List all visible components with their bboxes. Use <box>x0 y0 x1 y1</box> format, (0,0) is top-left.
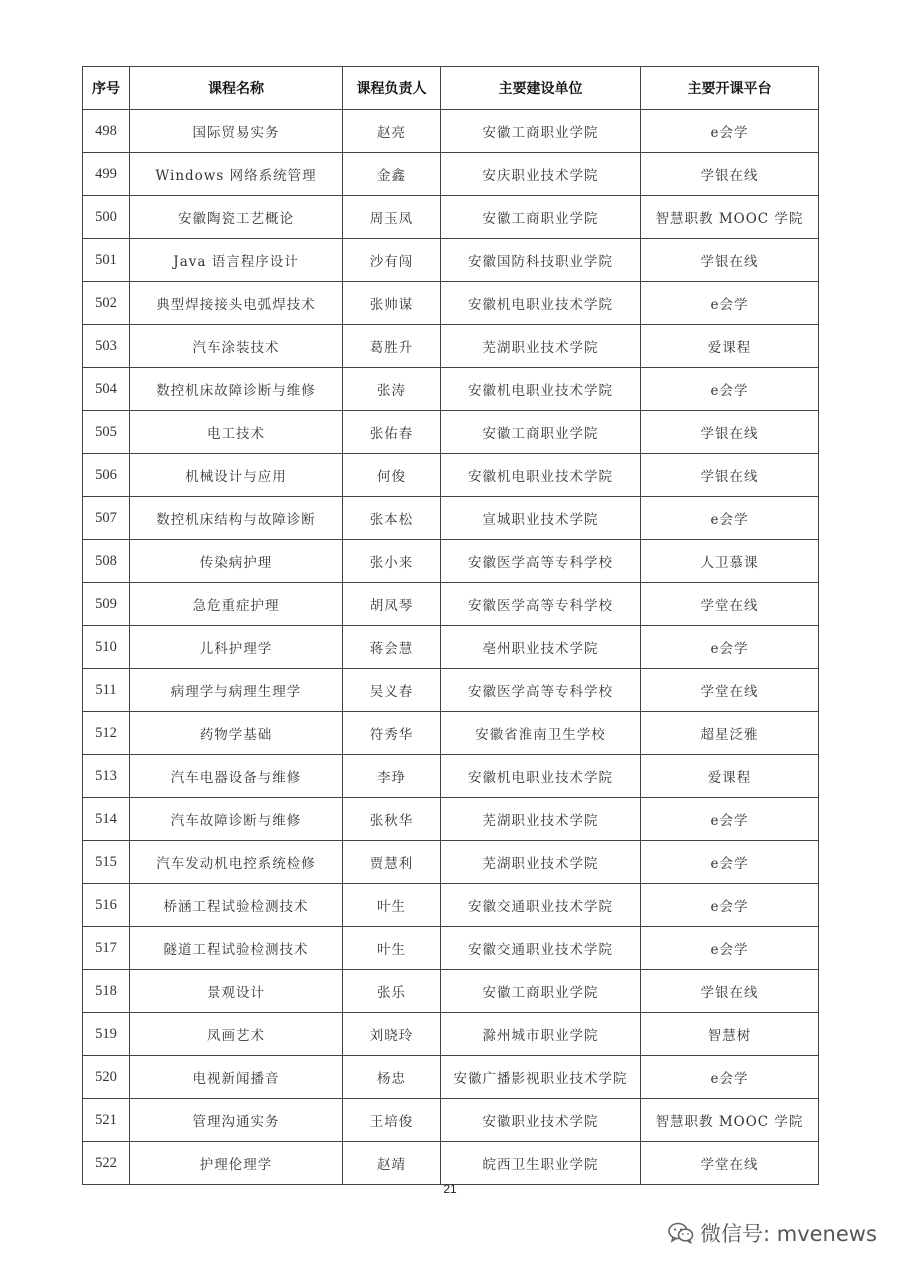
table-row <box>83 368 819 411</box>
cell-institution: 芜湖职业技术学院 <box>441 798 641 841</box>
cell-course-leader: 张小来 <box>343 540 441 583</box>
cell-course-name: 汽车故障诊断与维修 <box>130 798 343 841</box>
cell-index: 506 <box>83 454 130 497</box>
cell-institution: 安徽机电职业技术学院 <box>441 282 641 325</box>
cell-index: 516 <box>83 884 130 927</box>
table-row <box>83 153 819 196</box>
cell-course-leader: 叶生 <box>343 927 441 970</box>
cell-institution: 安徽工商职业学院 <box>441 110 641 153</box>
cell-index: 500 <box>83 196 130 239</box>
cell-index: 509 <box>83 583 130 626</box>
cell-course-leader: 张佑春 <box>343 411 441 454</box>
cell-index: 515 <box>83 841 130 884</box>
cell-index: 502 <box>83 282 130 325</box>
cell-institution: 安徽省淮南卫生学校 <box>441 712 641 755</box>
cell-course-name: 电视新闻播音 <box>130 1056 343 1099</box>
table-header-row <box>83 67 819 110</box>
cell-institution: 安徽机电职业技术学院 <box>441 368 641 411</box>
cell-platform: e会学 <box>641 927 819 970</box>
cell-course-name: 安徽陶瓷工艺概论 <box>130 196 343 239</box>
cell-index: 499 <box>83 153 130 196</box>
cell-platform: e会学 <box>641 497 819 540</box>
cell-platform: e会学 <box>641 282 819 325</box>
table-row <box>83 1013 819 1056</box>
cell-institution: 亳州职业技术学院 <box>441 626 641 669</box>
header-institution: 主要建设单位 <box>441 67 641 110</box>
cell-course-leader: 蒋会慧 <box>343 626 441 669</box>
cell-course-leader: 何俊 <box>343 454 441 497</box>
cell-course-name: 护理伦理学 <box>130 1142 343 1185</box>
cell-platform: 智慧树 <box>641 1013 819 1056</box>
cell-index: 521 <box>83 1099 130 1142</box>
cell-platform: 学银在线 <box>641 239 819 282</box>
cell-course-name: 景观设计 <box>130 970 343 1013</box>
cell-platform: e会学 <box>641 368 819 411</box>
table-row <box>83 712 819 755</box>
header-platform: 主要开课平台 <box>641 67 819 110</box>
cell-course-name: 病理学与病理生理学 <box>130 669 343 712</box>
cell-institution: 宣城职业技术学院 <box>441 497 641 540</box>
cell-course-leader: 沙有闯 <box>343 239 441 282</box>
cell-institution: 皖西卫生职业学院 <box>441 1142 641 1185</box>
page-number: 21 <box>443 1182 457 1196</box>
cell-course-name: 管理沟通实务 <box>130 1099 343 1142</box>
header-index: 序号 <box>83 67 130 110</box>
cell-index: 519 <box>83 1013 130 1056</box>
table-row <box>83 927 819 970</box>
cell-course-leader: 金鑫 <box>343 153 441 196</box>
cell-course-leader: 赵靖 <box>343 1142 441 1185</box>
cell-index: 507 <box>83 497 130 540</box>
cell-platform: e会学 <box>641 110 819 153</box>
cell-course-name: 汽车涂装技术 <box>130 325 343 368</box>
cell-institution: 安徽医学高等专科学校 <box>441 669 641 712</box>
cell-course-name: 桥涵工程试验检测技术 <box>130 884 343 927</box>
cell-index: 498 <box>83 110 130 153</box>
table-row <box>83 196 819 239</box>
cell-course-name: 儿科护理学 <box>130 626 343 669</box>
cell-institution: 安徽工商职业学院 <box>441 196 641 239</box>
cell-institution: 安庆职业技术学院 <box>441 153 641 196</box>
header-course-name: 课程名称 <box>130 67 343 110</box>
cell-course-name: 汽车电器设备与维修 <box>130 755 343 798</box>
cell-course-name: 传染病护理 <box>130 540 343 583</box>
table-row <box>83 841 819 884</box>
cell-platform: e会学 <box>641 798 819 841</box>
cell-course-name: 凤画艺术 <box>130 1013 343 1056</box>
cell-institution: 安徽工商职业学院 <box>441 970 641 1013</box>
table-row <box>83 970 819 1013</box>
cell-course-name: Java 语言程序设计 <box>130 239 343 282</box>
cell-course-leader: 杨忠 <box>343 1056 441 1099</box>
cell-index: 518 <box>83 970 130 1013</box>
cell-platform: 爱课程 <box>641 325 819 368</box>
cell-index: 520 <box>83 1056 130 1099</box>
table-row <box>83 239 819 282</box>
cell-platform: 学堂在线 <box>641 1142 819 1185</box>
cell-index: 504 <box>83 368 130 411</box>
table-row <box>83 110 819 153</box>
cell-course-leader: 张秋华 <box>343 798 441 841</box>
cell-institution: 安徽医学高等专科学校 <box>441 540 641 583</box>
cell-course-name: 数控机床故障诊断与维修 <box>130 368 343 411</box>
cell-platform: e会学 <box>641 884 819 927</box>
cell-institution: 安徽医学高等专科学校 <box>441 583 641 626</box>
cell-platform: e会学 <box>641 841 819 884</box>
cell-platform: 学银在线 <box>641 411 819 454</box>
cell-course-leader: 叶生 <box>343 884 441 927</box>
cell-platform: e会学 <box>641 626 819 669</box>
cell-course-leader: 王培俊 <box>343 1099 441 1142</box>
cell-institution: 安徽交通职业技术学院 <box>441 884 641 927</box>
cell-platform: 学堂在线 <box>641 669 819 712</box>
cell-course-leader: 刘晓玲 <box>343 1013 441 1056</box>
wechat-icon <box>668 1222 694 1244</box>
cell-platform: e会学 <box>641 1056 819 1099</box>
cell-institution: 芜湖职业技术学院 <box>441 325 641 368</box>
table-row <box>83 798 819 841</box>
cell-index: 517 <box>83 927 130 970</box>
cell-course-leader: 吴义春 <box>343 669 441 712</box>
cell-course-name: 隧道工程试验检测技术 <box>130 927 343 970</box>
cell-index: 513 <box>83 755 130 798</box>
cell-course-name: 急危重症护理 <box>130 583 343 626</box>
cell-institution: 安徽工商职业学院 <box>441 411 641 454</box>
cell-index: 503 <box>83 325 130 368</box>
cell-index: 514 <box>83 798 130 841</box>
table-row <box>83 282 819 325</box>
cell-index: 510 <box>83 626 130 669</box>
cell-course-leader: 胡凤琴 <box>343 583 441 626</box>
table-row <box>83 884 819 927</box>
cell-platform: 学堂在线 <box>641 583 819 626</box>
watermark <box>668 1218 877 1248</box>
cell-course-name: 数控机床结构与故障诊断 <box>130 497 343 540</box>
cell-institution: 安徽交通职业技术学院 <box>441 927 641 970</box>
cell-course-leader: 贾慧利 <box>343 841 441 884</box>
cell-index: 522 <box>83 1142 130 1185</box>
cell-index: 508 <box>83 540 130 583</box>
cell-course-name: 典型焊接接头电弧焊技术 <box>130 282 343 325</box>
cell-course-name: Windows 网络系统管理 <box>130 153 343 196</box>
cell-course-leader: 李琤 <box>343 755 441 798</box>
cell-platform: 智慧职教 MOOC 学院 <box>641 196 819 239</box>
table-row <box>83 583 819 626</box>
cell-course-leader: 张涛 <box>343 368 441 411</box>
cell-course-leader: 周玉凤 <box>343 196 441 239</box>
cell-institution: 安徽国防科技职业学院 <box>441 239 641 282</box>
cell-platform: 超星泛雅 <box>641 712 819 755</box>
cell-course-leader: 赵亮 <box>343 110 441 153</box>
header-course-leader: 课程负责人 <box>343 67 441 110</box>
table-row <box>83 540 819 583</box>
cell-course-name: 药物学基础 <box>130 712 343 755</box>
table-row <box>83 755 819 798</box>
cell-platform: 学银在线 <box>641 970 819 1013</box>
cell-course-leader: 张乐 <box>343 970 441 1013</box>
table-row <box>83 669 819 712</box>
cell-course-leader: 张本松 <box>343 497 441 540</box>
table-row <box>83 497 819 540</box>
cell-course-name: 机械设计与应用 <box>130 454 343 497</box>
table-row <box>83 411 819 454</box>
table-row <box>83 1099 819 1142</box>
course-table <box>82 66 819 1185</box>
cell-course-name: 国际贸易实务 <box>130 110 343 153</box>
cell-index: 512 <box>83 712 130 755</box>
cell-platform: 学银在线 <box>641 454 819 497</box>
cell-platform: 人卫慕课 <box>641 540 819 583</box>
cell-index: 501 <box>83 239 130 282</box>
cell-index: 511 <box>83 669 130 712</box>
cell-institution: 芜湖职业技术学院 <box>441 841 641 884</box>
cell-course-name: 电工技术 <box>130 411 343 454</box>
table-row <box>83 454 819 497</box>
cell-course-name: 汽车发动机电控系统检修 <box>130 841 343 884</box>
cell-platform: 智慧职教 MOOC 学院 <box>641 1099 819 1142</box>
table-row <box>83 1056 819 1099</box>
cell-institution: 安徽机电职业技术学院 <box>441 755 641 798</box>
cell-course-leader: 张帅谋 <box>343 282 441 325</box>
cell-index: 505 <box>83 411 130 454</box>
cell-institution: 安徽广播影视职业技术学院 <box>441 1056 641 1099</box>
cell-platform: 爱课程 <box>641 755 819 798</box>
table-row <box>83 325 819 368</box>
cell-institution: 安徽机电职业技术学院 <box>441 454 641 497</box>
cell-institution: 滁州城市职业学院 <box>441 1013 641 1056</box>
cell-course-leader: 符秀华 <box>343 712 441 755</box>
watermark-text: 微信号: mvenews <box>700 1222 877 1246</box>
cell-platform: 学银在线 <box>641 153 819 196</box>
cell-course-leader: 葛胜升 <box>343 325 441 368</box>
table-row <box>83 626 819 669</box>
table-row <box>83 1142 819 1185</box>
cell-institution: 安徽职业技术学院 <box>441 1099 641 1142</box>
